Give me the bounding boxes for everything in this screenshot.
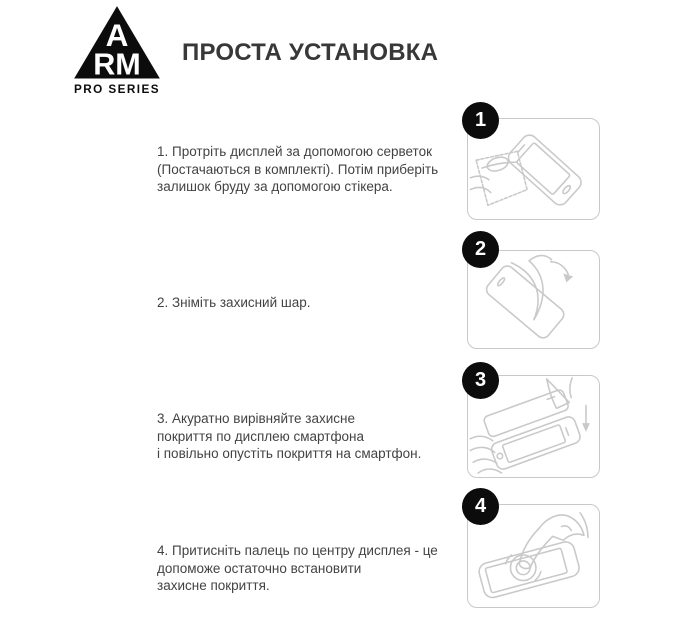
step-4-number: 4 bbox=[474, 495, 487, 517]
glass-icon bbox=[483, 389, 570, 438]
down-arrow-icon bbox=[582, 405, 590, 431]
step-3-badge bbox=[462, 362, 499, 399]
arm-logo bbox=[66, 5, 168, 97]
step-4-text: 4. Притисніть палець по центру дисплея - це допоможе остаточно встановити захисне покриття. bbox=[157, 543, 438, 593]
step-3-text: 3. Акуратно вирівняйте захисне покриття по дисплею смартфона і повільно опустіть покриття на смартфон. bbox=[157, 411, 422, 461]
step-4-badge bbox=[462, 488, 499, 525]
step-1-number: 1 bbox=[474, 109, 487, 131]
step-2-badge bbox=[462, 231, 499, 268]
curved-arrow-icon bbox=[551, 262, 574, 283]
step-3-number: 3 bbox=[474, 369, 487, 391]
phone-icon bbox=[490, 415, 582, 471]
phone-icon bbox=[505, 132, 584, 208]
peeling-layer-icon bbox=[511, 256, 551, 320]
logo-letter-a: A bbox=[105, 16, 129, 53]
step-1-text: 1. Протріть дисплей за допомогою серветок (Постачаються в комплекті). Потім приберіть залишок бруду за допомогою стікера. bbox=[157, 144, 439, 194]
logo-letters-rm: RM bbox=[93, 47, 141, 82]
right-hand-icon bbox=[547, 378, 572, 408]
step-2-number: 2 bbox=[474, 238, 487, 260]
step-2-text: 2. Зніміть захисний шар. bbox=[157, 295, 311, 310]
step-1-badge bbox=[462, 102, 499, 139]
cloth-icon bbox=[476, 151, 527, 205]
page-title: ПРОСТА УСТАНОВКА bbox=[182, 39, 439, 66]
protective-film-icon bbox=[484, 263, 567, 340]
logo-subtitle: PRO SERIES bbox=[74, 82, 160, 96]
